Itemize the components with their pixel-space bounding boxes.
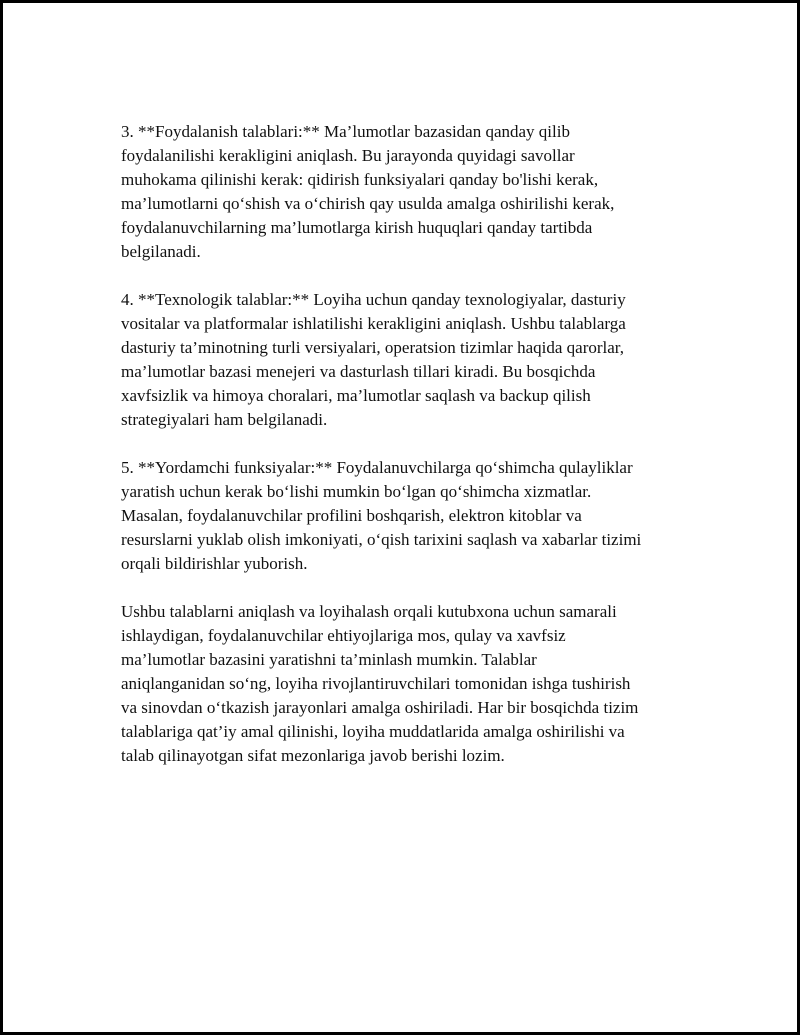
paragraph-yordamchi-funksiyalar: 5. **Yordamchi funksiyalar:** Foydalanuvchilarga qo‘shimcha qulayliklar yaratish uchun kerak bo‘lishi mumkin bo‘lgan qo‘shimcha xizmatlar. Masalan, foydalanuvchilar profilini boshqarish, elektron kitoblar va resurslarni yuklab olish imkoniyati, o‘qish tarixini saqlash va xabarlar tizimi orqali bildirishlar yuborish. <box>121 458 642 573</box>
paragraph-conclusion: Ushbu talablarni aniqlash va loyihalash orqali kutubxona uchun samarali ishlaydigan, foydalanuvchilar ehtiyojlariga mos, qulay va xavfsiz ma’lumotlar bazasini yaratishni ta’minlash mumkin. Talablar aniqlanganidan so‘ng, loyiha rivojlantiruvchilari tomonidan ishga tushirish va sinovdan o‘tkazish jarayonlari amalga oshiriladi. Har bir bosqichda tizim talablariga qat’iy amal qilinishi, loyiha muddatlarida amalga oshirilishi va talab qilinayotgan sifat mezonlariga javob berishi lozim. <box>121 602 639 765</box>
paragraph-foydalanish-talablari: 3. **Foydalanish talablari:** Ma’lumotlar bazasidan qanday qilib foydalanilishi kerakligini aniqlash. Bu jarayonda quyidagi savollar muhokama qilinishi kerak: qidirish funksiyalari qanday bo'lishi kerak, ma’lumotlarni qo‘shish va o‘chirish qay usulda amalga oshirilishi kerak, foydalanuvchilarning ma’lumotlarga kirish huquqlari qanday tartibda belgilanadi. <box>121 122 615 261</box>
document-body <box>121 120 701 768</box>
paragraph-texnologik-talablar: 4. **Texnologik talablar:** Loyiha uchun qanday texnologiyalar, dasturiy vositalar va platformalar ishlatilishi kerakligini aniqlash. Ushbu talablarga dasturiy ta’minotning turli versiyalari, operatsion tizimlar haqida qarorlar, ma’lumotlar bazasi menejeri va dasturlash tillari kiradi. Bu bosqichda xavfsizlik va himoya choralari, ma’lumotlar saqlash va backup qilish strategiyalari ham belgilanadi. <box>121 290 626 429</box>
